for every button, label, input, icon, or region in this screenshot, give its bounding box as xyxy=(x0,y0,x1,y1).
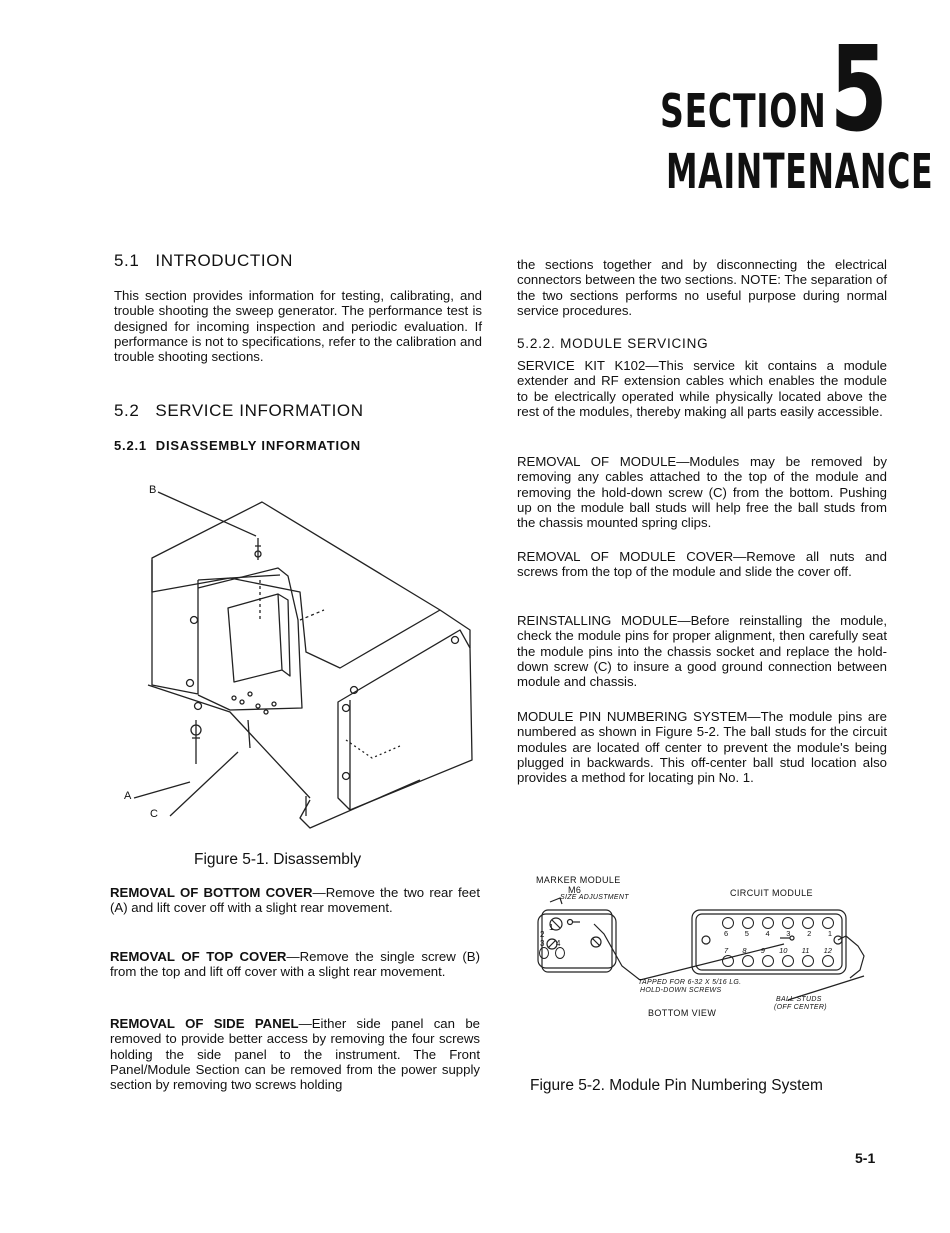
circuit-pin-label-10: 10 xyxy=(779,946,788,955)
reinstalling-module-lead: REINSTALLING MODULE xyxy=(517,613,678,628)
circuit-pin-label-1: 1 xyxy=(827,929,832,938)
marker-pin-label-1: 1 xyxy=(549,923,554,932)
circuit-pin-9-icon xyxy=(762,955,774,967)
size-adjustment-label: SIZE ADJUSTMENT xyxy=(560,894,629,901)
marker-pin-label-3: 3 xyxy=(540,939,545,948)
figure-5-1-caption: Figure 5-1. Disassembly xyxy=(194,851,362,868)
disassembly-subheading-title: DISASSEMBLY INFORMATION xyxy=(155,438,361,453)
service-kit-paragraph xyxy=(517,358,887,419)
marker-pin-4-icon xyxy=(555,947,565,959)
removal-of-module-text: —Modules may be removed by removing any cables attached to the top of the module and removing the hold-down screw (C) from the bottom. Pushing up on the module ball studs will help free the ball studs from the chassis mounted spring clips. xyxy=(517,454,887,531)
removal-top-cover-text: —Remove the single screw (B) from the top and lift off cover with a slight rear movement. xyxy=(110,949,480,980)
disassembly-subheading-number: 5.2.1 xyxy=(114,438,147,453)
label-c: C xyxy=(150,808,158,820)
circuit-pin-label-6: 6 xyxy=(724,929,729,938)
m6-label: M6 xyxy=(568,885,582,895)
removal-side-panel-paragraph xyxy=(110,1016,480,1092)
tapped-label-line1: TAPPED FOR 6-32 X 5/16 LG. xyxy=(638,979,742,986)
removal-side-panel-text: —Either side panel can be removed to provide better access by removing the four screws holding the side panel to the instrument. The Front Panel/Module Section can be removed from the power supply section by removing two screws holding xyxy=(110,1016,480,1093)
circuit-pin-10-icon xyxy=(782,955,794,967)
module-servicing-heading: 5.2.2. MODULE SERVICING xyxy=(517,336,709,351)
intro-heading-title: INTRODUCTION xyxy=(155,251,293,270)
disassembly-subheading xyxy=(114,438,361,453)
ball-studs-label-line1: BALL STUDS xyxy=(776,996,822,1003)
marker-pin-3-icon xyxy=(539,947,549,959)
removal-side-panel-lead: REMOVAL OF SIDE PANEL xyxy=(110,1016,299,1031)
section-label: SECTION xyxy=(660,84,827,138)
sections-continuation-paragraph: the sections together and by disconnecting the electrical connectors between the two sections. NOTE: The separation of the two sections performs no useful purpose during normal service procedures. xyxy=(517,257,887,318)
pin-numbering-lead: MODULE PIN NUMBERING SYSTEM xyxy=(517,709,748,724)
service-kit-lead: SERVICE KIT K102 xyxy=(517,358,646,373)
circuit-pin-label-2: 2 xyxy=(807,929,812,938)
tapped-label-line2: HOLD-DOWN SCREWS xyxy=(640,987,722,994)
removal-top-cover-paragraph xyxy=(110,949,480,980)
circuit-pin-6-icon xyxy=(722,917,734,929)
circuit-pin-12-icon xyxy=(822,955,834,967)
circuit-pin-label-12: 12 xyxy=(823,946,832,955)
removal-of-module-paragraph xyxy=(517,454,887,530)
circuit-pin-label-3: 3 xyxy=(786,929,791,938)
service-kit-text: —This service kit contains a module extender and RF extension cables which enables the module to be electrically operated while physically located above the rest of the modules, thereby making all parts easily accessible. xyxy=(517,358,887,419)
removal-of-module-cover-text: —Remove all nuts and screws from the top of the module and slide the cover off. xyxy=(517,549,887,580)
circuit-pin-11-icon xyxy=(802,955,814,967)
circuit-pin-7-icon xyxy=(722,955,734,967)
circuit-pin-2-icon xyxy=(802,917,814,929)
label-b: B xyxy=(149,484,157,496)
circuit-pin-label-8: 8 xyxy=(742,946,747,955)
removal-bottom-cover-paragraph xyxy=(110,885,480,916)
circuit-pins-top-row xyxy=(722,917,834,938)
service-heading xyxy=(114,401,364,421)
pin-numbering-text: —The module pins are numbered as shown in Figure 5-2. The ball studs for the circuit modules are located off center to prevent the module's being plugged in backwards. This off-center ball stud location also provides a method for locating pin No. 1. xyxy=(517,709,887,786)
circuit-pin-4-icon xyxy=(762,917,774,929)
label-a: A xyxy=(124,790,132,802)
service-heading-title: SERVICE INFORMATION xyxy=(155,401,364,420)
removal-of-module-cover-lead: REMOVAL OF MODULE COVER xyxy=(517,549,734,564)
figure-5-2-caption: Figure 5-2. Module Pin Numbering System xyxy=(530,1077,823,1094)
circuit-pin-1-icon xyxy=(822,917,834,929)
service-heading-number: 5.2 xyxy=(114,401,140,420)
removal-of-module-lead: REMOVAL OF MODULE xyxy=(517,454,677,469)
page-number: 5-1 xyxy=(855,1150,876,1166)
circuit-pin-label-11: 11 xyxy=(801,946,810,955)
marker-pin-label-2: 2 xyxy=(540,930,545,939)
intro-heading-number: 5.1 xyxy=(114,251,140,270)
intro-heading xyxy=(114,251,293,271)
circuit-pin-label-7: 7 xyxy=(724,946,729,955)
removal-bottom-cover-lead: REMOVAL OF BOTTOM COVER xyxy=(110,885,313,900)
circuit-module-label: CIRCUIT MODULE xyxy=(730,888,813,898)
circuit-pin-3-icon xyxy=(782,917,794,929)
circuit-pin-8-icon xyxy=(742,955,754,967)
disassembly-figure xyxy=(110,480,490,835)
circuit-pins-bottom-row xyxy=(722,946,834,967)
ball-studs-label-line2: (OFF CENTER) xyxy=(774,1004,827,1011)
marker-pin-label-4: 4 xyxy=(556,939,561,948)
circuit-pin-label-4: 4 xyxy=(765,929,770,938)
marker-module-label: MARKER MODULE xyxy=(536,875,621,885)
removal-of-module-cover-paragraph xyxy=(517,549,887,580)
reinstalling-module-paragraph xyxy=(517,613,887,689)
reinstalling-module-text: —Before reinstalling the module, check the module pins for proper alignment, then carefully seat the module pins into the chassis socket and replace the hold-down screw (C) to insure a good ground connection between module and chassis. xyxy=(517,613,887,690)
circuit-pin-label-5: 5 xyxy=(744,929,749,938)
circuit-pin-5-icon xyxy=(742,917,754,929)
chapter-title: MAINTENANCE xyxy=(666,144,934,200)
section-number: 5 xyxy=(830,20,888,158)
circuit-pin-label-9: 9 xyxy=(760,946,765,955)
removal-top-cover-lead: REMOVAL OF TOP COVER xyxy=(110,949,287,964)
removal-bottom-cover-text: —Remove the two rear feet (A) and lift cover off with a slight rear movement. xyxy=(110,885,480,916)
pin-numbering-paragraph xyxy=(517,709,887,785)
intro-paragraph: This section provides information for testing, calibrating, and trouble shooting the sweep generator. The performance test is designed for incoming inspection and periodic evaluation. If performance is not to specifications, refer to the calibration and trouble shooting sections. xyxy=(114,288,482,365)
bottom-view-label: BOTTOM VIEW xyxy=(648,1008,717,1018)
